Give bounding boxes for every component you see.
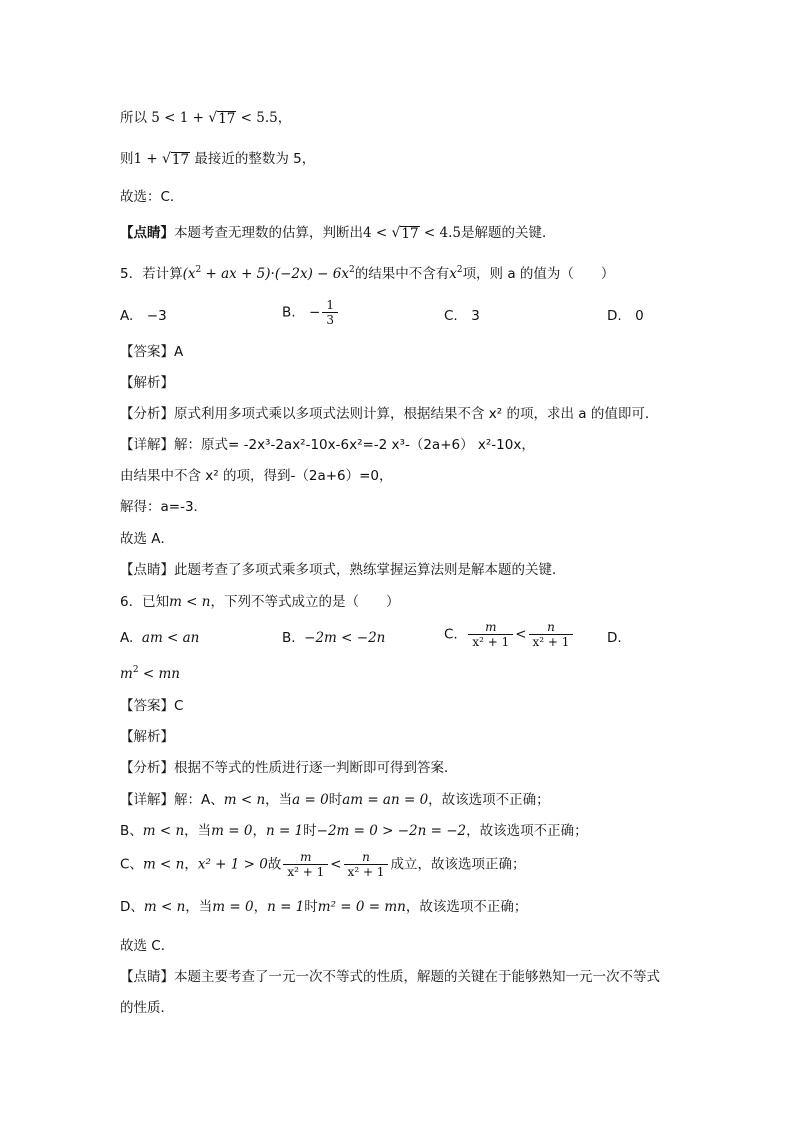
text-line: 所以 5 < 1 + √ 17 < 5.5，: [120, 110, 292, 127]
option-b: B. −2m < −2n: [282, 630, 386, 646]
text-line: 则1 + √ 17 最接近的整数为 5，: [120, 151, 316, 168]
fraction: $\frac{1}{3}$: [322, 298, 338, 327]
detail-text: B、m < n，当m = 0，n = 1时−2m = 0 > −2n = −2，故该选项不正确；: [120, 823, 588, 839]
detail-text: 由结果中不含 x² 的项，得到-（2a+6）=0，: [120, 468, 393, 484]
analysis-label: 【解析】: [120, 729, 174, 745]
answer-label: 【答案】A: [120, 344, 184, 360]
option-d-label: D.: [607, 630, 622, 646]
comment-text: 【点睛】本题主要考查了一元一次不等式的性质，解题的关键在于能够熟知一元一次不等式: [120, 969, 660, 985]
question-6-stem: 6．已知m < n，下列不等式成立的是（ ）: [120, 594, 400, 610]
fraction: $\frac{m}{\text{x² + 1}}$: [468, 620, 513, 649]
sqrt-symbol: √ 17: [391, 225, 419, 242]
option-c: C. $\frac{m}{\text{x² + 1}}$ < $\frac{n}{\text{x² + 1}}$: [444, 620, 575, 649]
comment-text: 【点睛】此题考查了多项式乘多项式，熟练掌握运算法则是解本题的关键．: [120, 562, 566, 578]
analysis-label: 【解析】: [120, 375, 174, 391]
fraction: $\frac{n}{\text{x² + 1}}$: [344, 850, 389, 879]
detail-text: 【详解】解：A、m < n，当a = 0时am = an = 0，故该选项不正确；: [120, 792, 550, 808]
fraction: $\frac{m}{\text{x² + 1}}$: [283, 850, 328, 879]
question-5-stem: 5．若计算($x^2$ + ax + $5)\cdot(-2x) - 6x^2$的结果中不含有$x^2$项，则 a 的值为（ ）: [120, 265, 615, 282]
text-line: 【点睛】本题考查无理数的估算，判断出4 < √ 17 < 4.5是解题的关键．: [120, 225, 556, 242]
comment-text: 的性质．: [120, 1000, 174, 1016]
text-line: 故选：C．: [120, 189, 184, 205]
option-d: D. 0: [607, 308, 644, 324]
detail-text: 解得：a=-3．: [120, 499, 208, 515]
fraction: $\frac{n}{\text{x² + 1}}$: [529, 620, 574, 649]
option-b: B. − $\frac{1}{3}$: [282, 298, 340, 327]
option-d: $m^2$ < mn: [120, 665, 180, 682]
option-a: A. am < an: [120, 630, 200, 646]
sqrt-symbol: √ 17: [208, 110, 236, 127]
option-a: A. −3: [120, 308, 167, 324]
detail-text: 【详解】解：原式= -2x³-2ax²-10x-6x²=-2 x³-（2a+6） x²-10x，: [120, 437, 535, 453]
detail-text: D、m < n，当m = 0，n = 1时m² = 0 = mn，故该选项不正确；: [120, 899, 528, 915]
option-c: C. 3: [444, 308, 480, 324]
detail-text: 故选 C．: [120, 938, 175, 954]
analysis-text: 【分析】原式利用多项式乘以多项式法则计算，根据结果不含 x² 的项，求出 a 的值即可．: [120, 406, 659, 422]
detail-text: C、m < n，x² + 1 > 0故 $\frac{m}{\text{x² + 1}}$ < $\frac{n}{\text{x² + 1}}$ 成立，故该选项正确；: [120, 850, 526, 879]
answer-label: 【答案】C: [120, 698, 184, 714]
sqrt-symbol: √ 17: [161, 151, 190, 168]
detail-text: 故选 A．: [120, 531, 175, 547]
analysis-text: 【分析】根据不等式的性质进行逐一判断即可得到答案．: [120, 760, 458, 776]
